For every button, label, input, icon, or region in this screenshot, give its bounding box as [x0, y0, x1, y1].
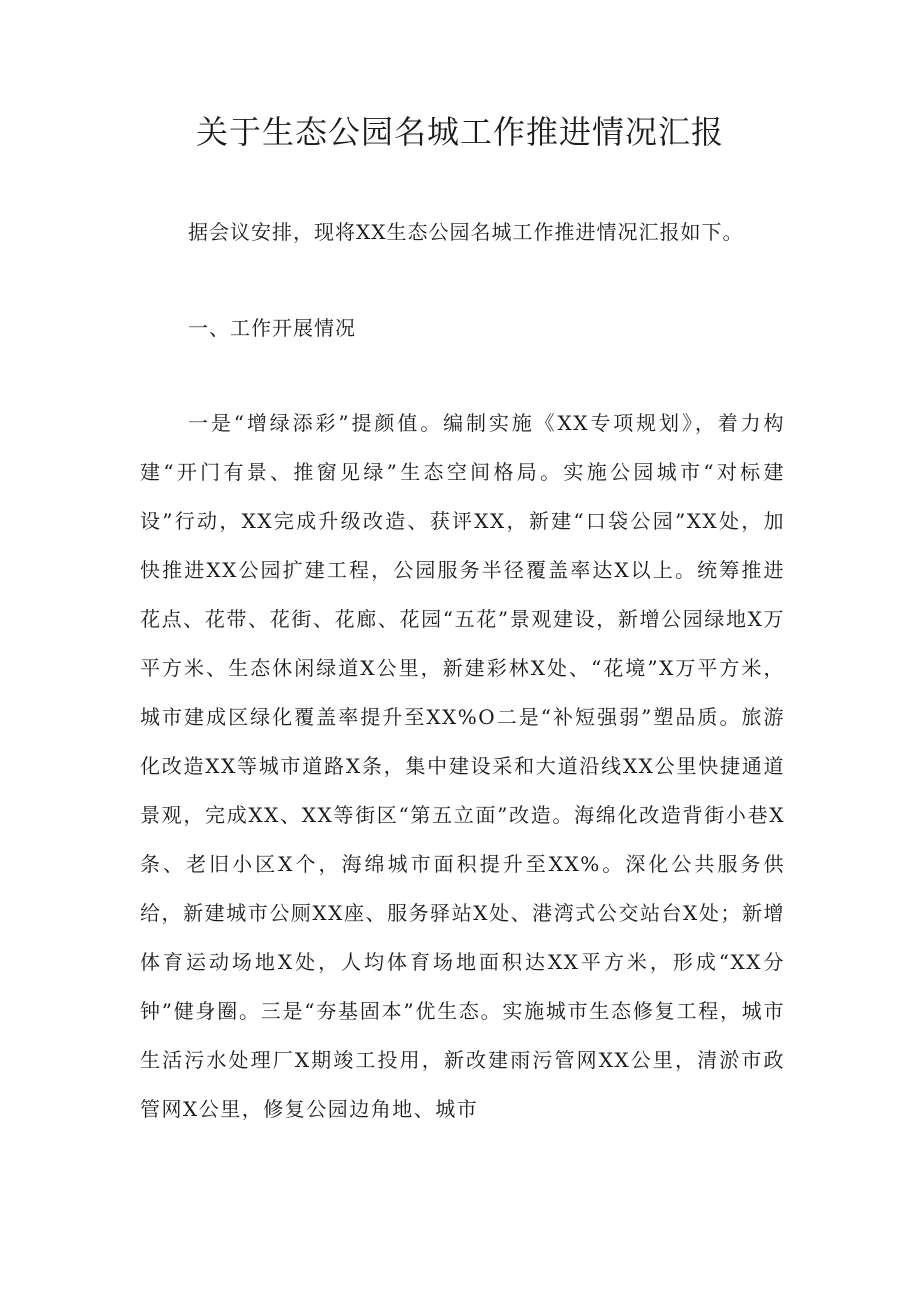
intro-paragraph: 据会议安排，现将XX生态公园名城工作推进情况汇报如下。: [188, 220, 744, 244]
body-paragraph: 一是“增绿添彩”提颜值。编制实施《XX专项规划》，着力构建“开门有景、推窗见绿”生态空间格局。实施公园城市“对标建设”行动，XX完成升级改造、获评XX，新建“口袋公园”XX处，加快推进XX公园扩建工程，公园服务半径覆盖率达X以上。统筹推进花点、花带、花街、花廊、花园“五花”景观建设，新增公园绿地X万平方米、生态休闲绿道X公里，新建彩林X处、“花境”X万平方米，城市建成区绿化覆盖率提升至XX%O二是“补短强弱”塑品质。旅游化改造XX等城市道路X条，集中建设采和大道沿线XX公里快捷通道景观，完成XX、XX等街区“第五立面”改造。海绵化改造背街小巷X条、老旧小区X个，海绵城市面积提升至XX%。深化公共服务供给，新建城市公厕XX座、服务驿站X处、港湾式公交站台X处；新增体育运动场地X处，人均体育场地面积达XX平方米，形成“XX分钟”健身圈。三是“夯基固本”优生态。实施城市生态修复工程，城市生活污水处理厂X期竣工投用，新改建雨污管网XX公里，清淤市政管网X公里，修复公园边角地、城市: [140, 411, 785, 1121]
document-title: 关于生态公园名城工作推进情况汇报: [195, 113, 724, 151]
section-heading: 一、工作开展情况: [188, 316, 356, 340]
